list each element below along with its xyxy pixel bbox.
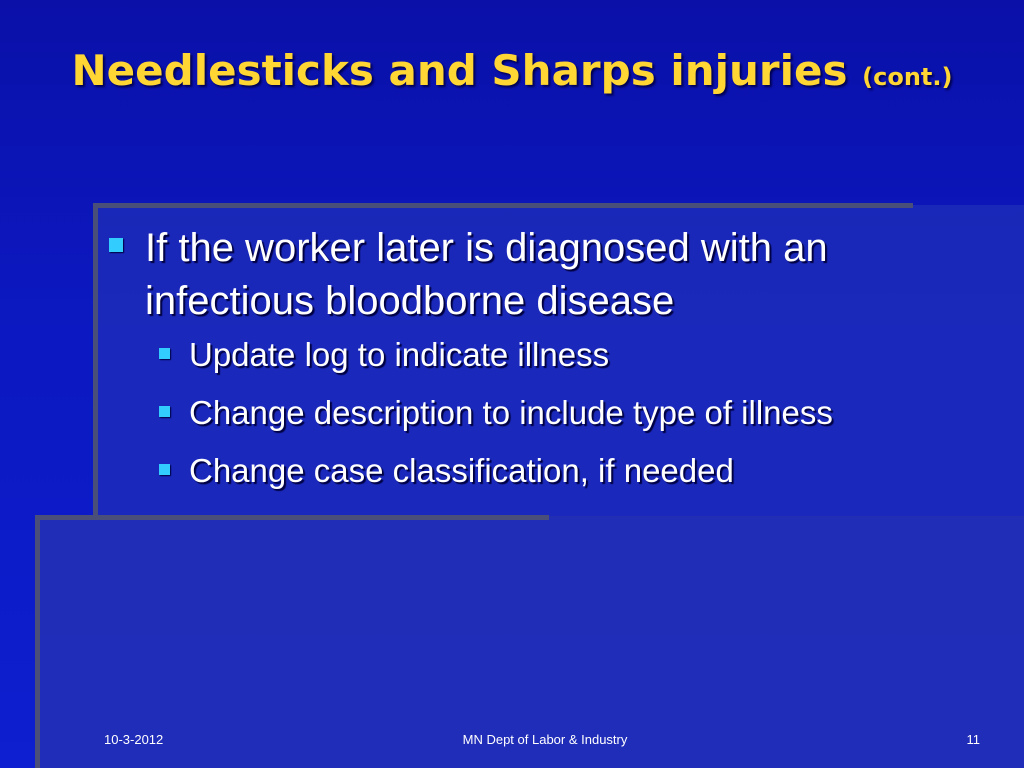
panel-edge — [35, 515, 40, 768]
sub-bullet-item — [105, 450, 1005, 492]
footer-organization: MN Dept of Labor & Industry — [462, 732, 628, 747]
panel-edge — [37, 515, 549, 520]
footer-page-number: 11 — [966, 732, 980, 747]
square-bullet-icon — [159, 406, 170, 417]
sub-bullet-text: Change case classification, if needed — [189, 452, 734, 489]
panel-edge — [93, 203, 98, 518]
bullet-list — [105, 222, 1005, 508]
bullet-text: If the worker later is diagnosed with an infectious bloodborne disease — [145, 226, 828, 323]
footer-date: 10-3-2012 — [104, 732, 164, 747]
square-bullet-icon — [109, 238, 123, 252]
slide-title-suffix: (cont.) — [862, 63, 953, 91]
sub-bullet-item — [105, 334, 1005, 376]
bullet-item — [105, 222, 1005, 328]
slide-title — [0, 44, 1024, 104]
sub-bullet-text: Update log to indicate illness — [189, 336, 610, 373]
panel-edge — [95, 203, 913, 208]
lower-panel — [37, 516, 1024, 768]
square-bullet-icon — [159, 348, 170, 359]
sub-bullet-text: Change description to include type of illness — [189, 394, 833, 431]
sub-bullet-item — [105, 392, 1005, 434]
slide-title-main: Needlesticks and Sharps injuries — [71, 46, 848, 95]
square-bullet-icon — [159, 464, 170, 475]
